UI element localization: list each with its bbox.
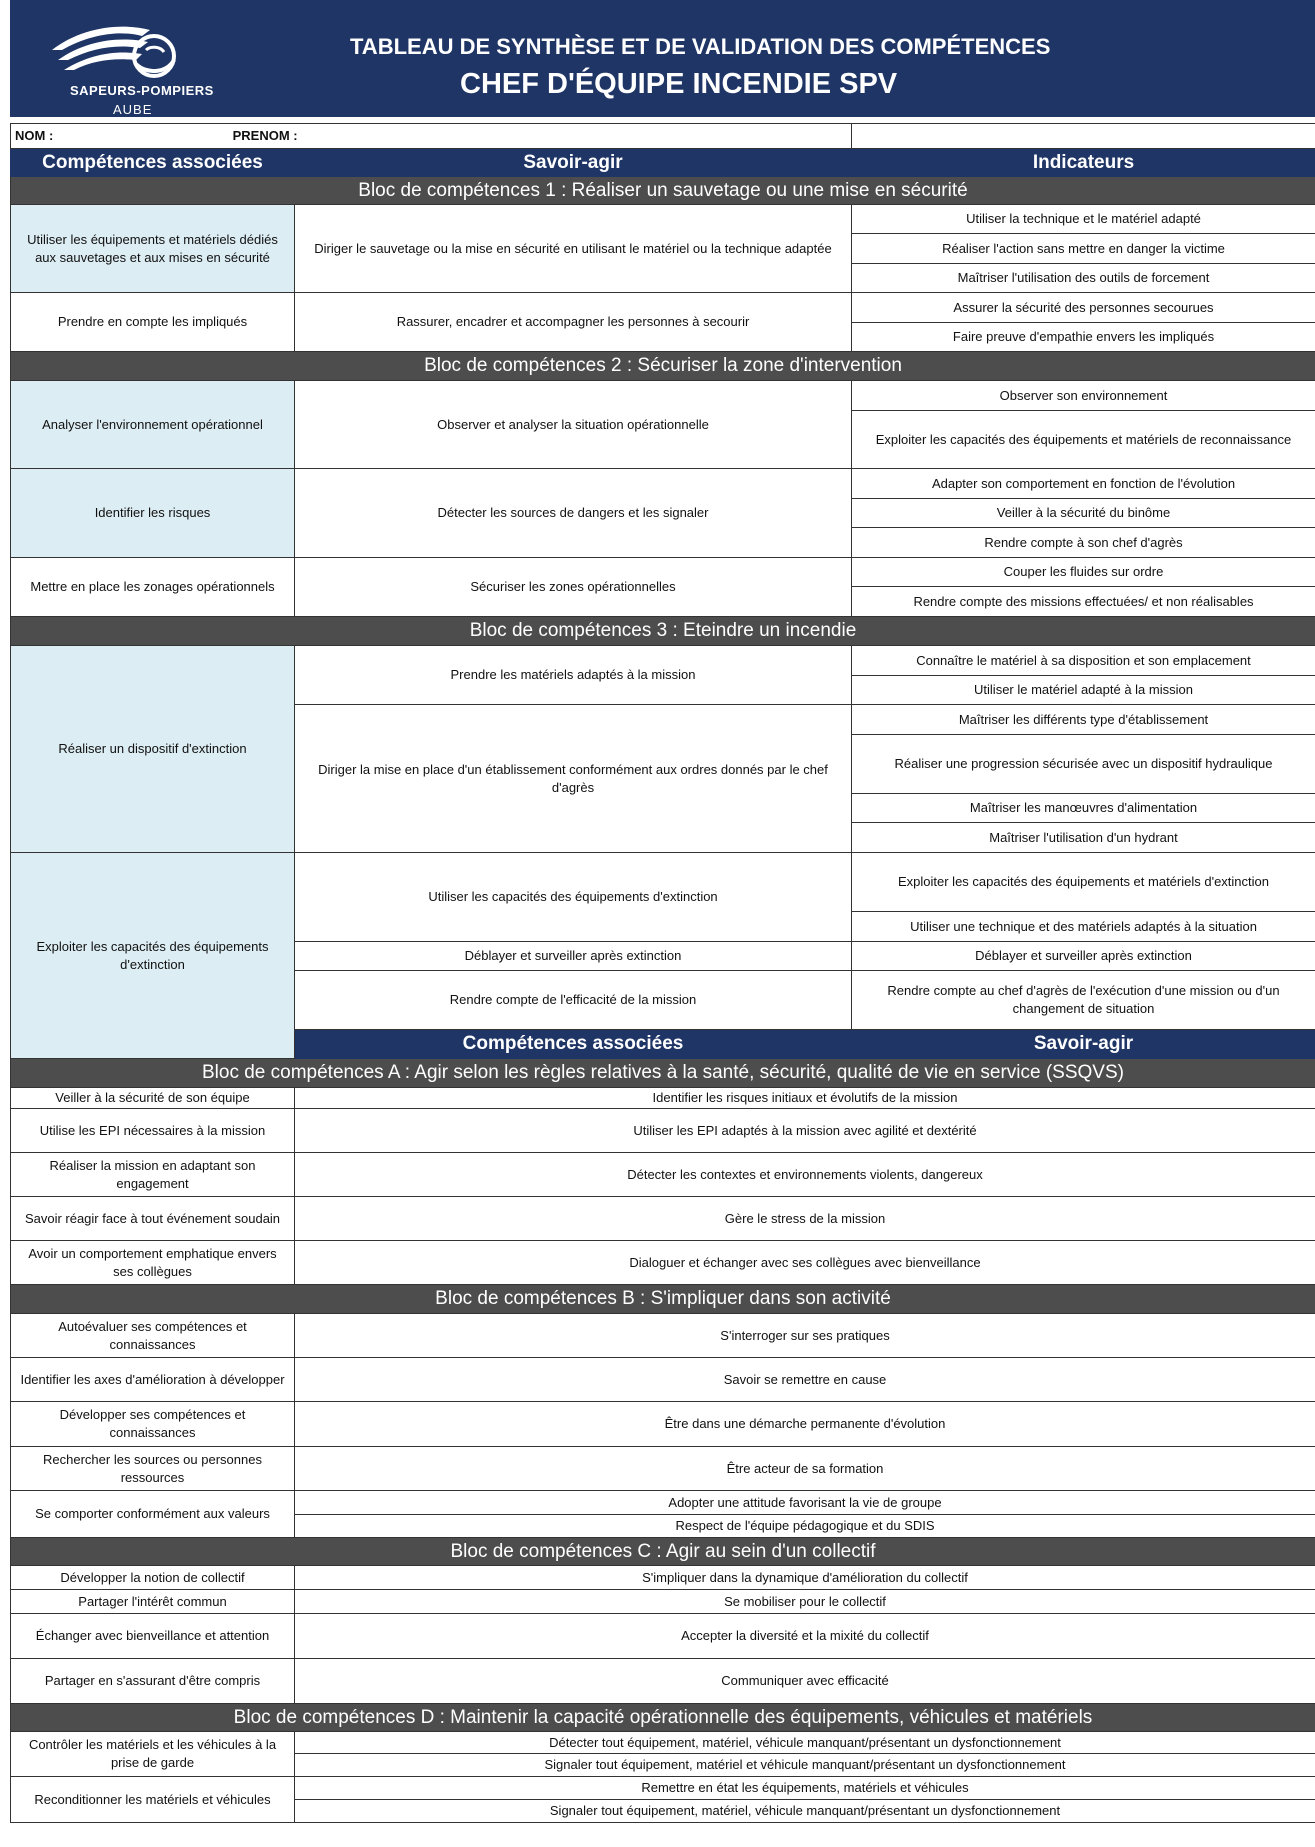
bloc-3-title: Bloc de compétences 3 : Eteindre un incendie bbox=[11, 617, 1315, 646]
table-row bbox=[11, 1447, 1315, 1491]
col-header-savoir: Savoir-agir bbox=[295, 149, 852, 177]
competence-cell: Réaliser un dispositif d'extinction bbox=[11, 646, 295, 853]
savoir-cell: Détecter tout équipement, matériel, véhicule manquant/présentant un dysfonctionnement bbox=[295, 1732, 1315, 1754]
header-row bbox=[11, 149, 1315, 177]
logo-text-sapeurs-pompiers: SAPEURS-POMPIERS bbox=[70, 83, 214, 98]
savoir-cell: Observer et analyser la situation opérationnelle bbox=[295, 381, 852, 469]
table-row bbox=[11, 1777, 1315, 1800]
table-row bbox=[11, 1566, 1315, 1590]
table-row bbox=[11, 1197, 1315, 1241]
bloc-header-row bbox=[11, 1285, 1315, 1314]
indicateur-cell: Rendre compte à son chef d'agrès bbox=[852, 528, 1315, 558]
col-header-indicateurs: Indicateurs bbox=[852, 149, 1315, 177]
bloc-2-title: Bloc de compétences 2 : Sécuriser la zone d'intervention bbox=[11, 352, 1315, 381]
savoir-cell: Remettre en état les équipements, matériels et véhicules bbox=[295, 1777, 1315, 1800]
table-row bbox=[11, 1402, 1315, 1447]
prenom-label: PRENOM : bbox=[232, 128, 298, 144]
savoir-cell: Rassurer, encadrer et accompagner les personnes à secourir bbox=[295, 293, 852, 352]
savoir-cell: Accepter la diversité et la mixité du collectif bbox=[295, 1614, 1315, 1659]
competence-cell: Reconditionner les matériels et véhicules bbox=[11, 1777, 295, 1823]
savoir-cell: Déblayer et surveiller après extinction bbox=[295, 942, 852, 971]
indicateur-cell: Déblayer et surveiller après extinction bbox=[852, 942, 1315, 971]
indicateur-cell: Rendre compte au chef d'agrès de l'exécution d'une mission ou d'un changement de situation bbox=[852, 971, 1315, 1030]
savoir-cell: S'interroger sur ses pratiques bbox=[295, 1314, 1315, 1358]
bloc-b-title: Bloc de compétences B : S'impliquer dans son activité bbox=[11, 1285, 1315, 1314]
identity-empty-cell bbox=[852, 124, 1315, 149]
header-title: TABLEAU DE SYNTHÈSE ET DE VALIDATION DES COMPÉTENCES bbox=[350, 34, 1051, 59]
savoir-cell: Être acteur de sa formation bbox=[295, 1447, 1315, 1491]
table-row bbox=[11, 1659, 1315, 1704]
logo-text-aube: AUBE bbox=[113, 102, 153, 117]
competence-cell: Développer ses compétences et connaissances bbox=[11, 1402, 295, 1447]
col-header-savoir-2: Savoir-agir bbox=[852, 1030, 1315, 1059]
competence-cell: Veiller à la sécurité de son équipe bbox=[11, 1088, 295, 1109]
savoir-cell: S'impliquer dans la dynamique d'amélioration du collectif bbox=[295, 1566, 1315, 1590]
savoir-cell: Diriger la mise en place d'un établissement conformément aux ordres donnés par le chef d'agrès bbox=[295, 705, 852, 853]
competence-cell: Partager l'intérêt commun bbox=[11, 1590, 295, 1614]
savoir-cell: Signaler tout équipement, matériel et véhicule manquant/présentant un dysfonctionnement bbox=[295, 1754, 1315, 1777]
savoir-cell: Sécuriser les zones opérationnelles bbox=[295, 558, 852, 617]
indicateur-cell: Observer son environnement bbox=[852, 381, 1315, 411]
table-row bbox=[11, 1590, 1315, 1614]
competence-cell: Autoévaluer ses compétences et connaissances bbox=[11, 1314, 295, 1358]
table-row bbox=[11, 1732, 1315, 1754]
indicateur-cell: Réaliser une progression sécurisée avec un dispositif hydraulique bbox=[852, 735, 1315, 794]
header-subtitle: CHEF D'ÉQUIPE INCENDIE SPV bbox=[460, 68, 898, 100]
table-row bbox=[11, 1153, 1315, 1197]
savoir-cell: Prendre les matériels adaptés à la mission bbox=[295, 646, 852, 705]
table-row bbox=[11, 1614, 1315, 1659]
savoir-cell: Signaler tout équipement, matériel, véhicule manquant/présentant un dysfonctionnement bbox=[295, 1800, 1315, 1823]
savoir-cell: Détecter les contextes et environnements violents, dangereux bbox=[295, 1153, 1315, 1197]
indicateur-cell: Couper les fluides sur ordre bbox=[852, 558, 1315, 587]
bloc-1-title: Bloc de compétences 1 : Réaliser un sauvetage ou une mise en sécurité bbox=[11, 177, 1315, 205]
table-row bbox=[11, 558, 1315, 587]
table-row bbox=[11, 469, 1315, 499]
competence-cell: Contrôler les matériels et les véhicules à la prise de garde bbox=[11, 1732, 295, 1777]
competence-cell: Savoir réagir face à tout événement soudain bbox=[11, 1197, 295, 1241]
identity-cell bbox=[11, 124, 852, 149]
col-header-competences-2: Compétences associées bbox=[295, 1030, 852, 1059]
competences-table bbox=[10, 123, 1315, 1823]
table-row bbox=[11, 381, 1315, 411]
competence-cell: Exploiter les capacités des équipements d'extinction bbox=[11, 853, 295, 1059]
bloc-header-row bbox=[11, 1704, 1315, 1732]
savoir-cell: Identifier les risques initiaux et évolutifs de la mission bbox=[295, 1088, 1315, 1109]
competence-cell: Développer la notion de collectif bbox=[11, 1566, 295, 1590]
indicateur-cell: Veiller à la sécurité du binôme bbox=[852, 499, 1315, 528]
savoir-cell: Savoir se remettre en cause bbox=[295, 1358, 1315, 1402]
competence-cell: Échanger avec bienveillance et attention bbox=[11, 1614, 295, 1659]
competence-cell: Partager en s'assurant d'être compris bbox=[11, 1659, 295, 1704]
table-row bbox=[11, 1109, 1315, 1153]
indicateur-cell: Utiliser une technique et des matériels adaptés à la situation bbox=[852, 912, 1315, 942]
table-row bbox=[11, 1314, 1315, 1358]
bloc-header-row bbox=[11, 1538, 1315, 1566]
savoir-cell: Utiliser les capacités des équipements d'extinction bbox=[295, 853, 852, 942]
indicateur-cell: Maîtriser l'utilisation des outils de forcement bbox=[852, 264, 1315, 293]
indicateur-cell: Exploiter les capacités des équipements et matériels de reconnaissance bbox=[852, 411, 1315, 469]
competence-cell: Prendre en compte les impliqués bbox=[11, 293, 295, 352]
savoir-cell: Gère le stress de la mission bbox=[295, 1197, 1315, 1241]
table-row bbox=[11, 1491, 1315, 1515]
savoir-cell: Dialoguer et échanger avec ses collègues avec bienveillance bbox=[295, 1241, 1315, 1285]
table-row bbox=[11, 293, 1315, 323]
bloc-header-row bbox=[11, 352, 1315, 381]
competence-cell: Utiliser les équipements et matériels dédiés aux sauvetages et aux mises en sécurité bbox=[11, 205, 295, 293]
table-row bbox=[11, 646, 1315, 676]
table-row bbox=[11, 853, 1315, 912]
table-row bbox=[11, 205, 1315, 234]
competence-cell: Identifier les axes d'amélioration à développer bbox=[11, 1358, 295, 1402]
bloc-header-row bbox=[11, 177, 1315, 205]
indicateur-cell: Maîtriser l'utilisation d'un hydrant bbox=[852, 823, 1315, 853]
competence-cell: Identifier les risques bbox=[11, 469, 295, 558]
savoir-cell: Être dans une démarche permanente d'évolution bbox=[295, 1402, 1315, 1447]
indicateur-cell: Réaliser l'action sans mettre en danger la victime bbox=[852, 234, 1315, 264]
competence-cell: Utilise les EPI nécessaires à la mission bbox=[11, 1109, 295, 1153]
savoir-cell: Se mobiliser pour le collectif bbox=[295, 1590, 1315, 1614]
bloc-header-row bbox=[11, 1059, 1315, 1088]
col-header-competences: Compétences associées bbox=[11, 149, 295, 177]
indicateur-cell: Utiliser le matériel adapté à la mission bbox=[852, 676, 1315, 705]
competence-cell: Se comporter conformément aux valeurs bbox=[11, 1491, 295, 1538]
identity-row bbox=[11, 124, 1315, 149]
indicateur-cell: Assurer la sécurité des personnes secourues bbox=[852, 293, 1315, 323]
savoir-cell: Respect de l'équipe pédagogique et du SDIS bbox=[295, 1515, 1315, 1538]
competence-cell: Réaliser la mission en adaptant son engagement bbox=[11, 1153, 295, 1197]
bloc-header-row bbox=[11, 617, 1315, 646]
bloc-a-title: Bloc de compétences A : Agir selon les règles relatives à la santé, sécurité, qualité de vie en service (SSQVS) bbox=[11, 1059, 1315, 1088]
table-row bbox=[11, 1241, 1315, 1285]
competence-cell: Mettre en place les zonages opérationnels bbox=[11, 558, 295, 617]
indicateur-cell: Maîtriser les manœuvres d'alimentation bbox=[852, 794, 1315, 823]
sdis-logo bbox=[50, 20, 240, 117]
savoir-cell: Communiquer avec efficacité bbox=[295, 1659, 1315, 1704]
indicateur-cell: Faire preuve d'empathie envers les impliqués bbox=[852, 323, 1315, 352]
nom-label: NOM : bbox=[15, 128, 54, 144]
table-row bbox=[11, 1088, 1315, 1109]
indicateur-cell: Maîtriser les différents type d'établissement bbox=[852, 705, 1315, 735]
indicateur-cell: Utiliser la technique et le matériel adapté bbox=[852, 205, 1315, 234]
savoir-cell: Diriger le sauvetage ou la mise en sécurité en utilisant le matériel ou la technique adaptée bbox=[295, 205, 852, 293]
indicateur-cell: Exploiter les capacités des équipements et matériels d'extinction bbox=[852, 853, 1315, 912]
indicateur-cell: Adapter son comportement en fonction de l'évolution bbox=[852, 469, 1315, 499]
competence-cell: Analyser l'environnement opérationnel bbox=[11, 381, 295, 469]
indicateur-cell: Rendre compte des missions effectuées/ et non réalisables bbox=[852, 587, 1315, 617]
fire-helmet-icon bbox=[50, 20, 180, 82]
savoir-cell: Rendre compte de l'efficacité de la mission bbox=[295, 971, 852, 1030]
bloc-d-title: Bloc de compétences D : Maintenir la capacité opérationnelle des équipements, véhicules et matériels bbox=[11, 1704, 1315, 1732]
competence-cell: Avoir un comportement emphatique envers ses collègues bbox=[11, 1241, 295, 1285]
savoir-cell: Utiliser les EPI adaptés à la mission avec agilité et dextérité bbox=[295, 1109, 1315, 1153]
document-header bbox=[10, 0, 1315, 117]
bloc-c-title: Bloc de compétences C : Agir au sein d'un collectif bbox=[11, 1538, 1315, 1566]
savoir-cell: Détecter les sources de dangers et les signaler bbox=[295, 469, 852, 558]
savoir-cell: Adopter une attitude favorisant la vie de groupe bbox=[295, 1491, 1315, 1515]
indicateur-cell: Connaître le matériel à sa disposition et son emplacement bbox=[852, 646, 1315, 676]
table-row bbox=[11, 1358, 1315, 1402]
competence-cell: Rechercher les sources ou personnes ressources bbox=[11, 1447, 295, 1491]
